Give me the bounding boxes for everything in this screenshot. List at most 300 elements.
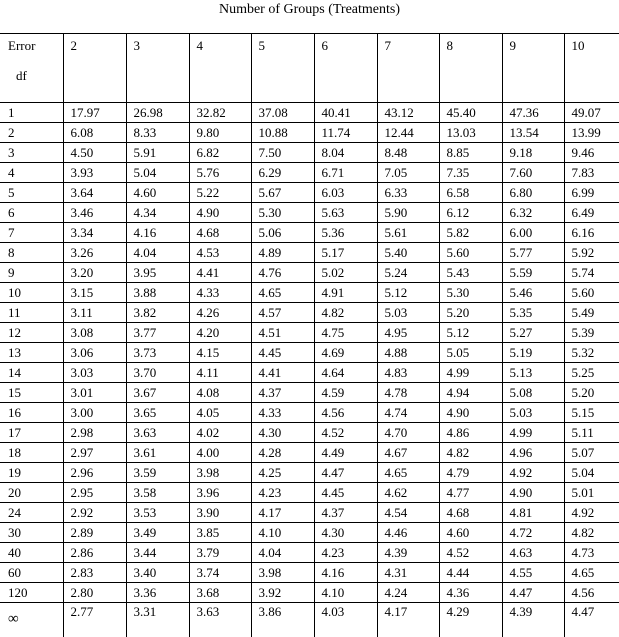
value-cell: 4.53	[189, 243, 251, 263]
value-cell: 4.31	[377, 563, 439, 583]
value-cell: 6.80	[502, 183, 564, 203]
value-cell: 5.60	[439, 243, 502, 263]
value-cell: 4.24	[377, 583, 439, 603]
df-cell	[0, 123, 63, 143]
value-cell: 4.39	[502, 603, 564, 637]
value-cell: 6.32	[502, 203, 564, 223]
value-cell: 6.12	[439, 203, 502, 223]
df-cell	[0, 323, 63, 343]
value-cell: 5.92	[564, 243, 619, 263]
value-cell: 4.36	[439, 583, 502, 603]
value-cell: 5.76	[189, 163, 251, 183]
value-cell: 8.04	[314, 143, 377, 163]
value-cell: 5.60	[564, 283, 619, 303]
df-value: 5	[8, 185, 15, 200]
df-value: 6	[8, 205, 15, 220]
value-cell: 4.25	[251, 463, 314, 483]
value-cell: 3.34	[63, 223, 126, 243]
value-cell: 4.45	[251, 343, 314, 363]
value-cell: 8.48	[377, 143, 439, 163]
value-cell: 4.05	[189, 403, 251, 423]
value-cell: 5.46	[502, 283, 564, 303]
df-cell	[0, 163, 63, 183]
value-cell: 13.03	[439, 123, 502, 143]
value-cell: 4.56	[564, 583, 619, 603]
table-row	[0, 363, 619, 383]
table-row	[0, 123, 619, 143]
df-cell	[0, 283, 63, 303]
value-cell: 4.68	[189, 223, 251, 243]
value-cell: 49.07	[564, 103, 619, 123]
df-value: ∞	[8, 611, 63, 628]
value-cell: 3.26	[63, 243, 126, 263]
df-value: 11	[8, 305, 21, 320]
df-value: 12	[8, 325, 21, 340]
value-cell: 5.90	[377, 203, 439, 223]
value-cell: 4.47	[502, 583, 564, 603]
value-cell: 4.34	[126, 203, 189, 223]
value-cell: 3.73	[126, 343, 189, 363]
value-cell: 4.28	[251, 443, 314, 463]
value-cell: 6.08	[63, 123, 126, 143]
value-cell: 2.97	[63, 443, 126, 463]
value-cell: 4.11	[189, 363, 251, 383]
value-cell: 3.11	[63, 303, 126, 323]
value-cell: 3.93	[63, 163, 126, 183]
df-cell	[0, 383, 63, 403]
value-cell: 3.77	[126, 323, 189, 343]
value-cell: 4.83	[377, 363, 439, 383]
value-cell: 4.04	[251, 543, 314, 563]
value-cell: 4.76	[251, 263, 314, 283]
value-cell: 3.58	[126, 483, 189, 503]
table-row	[0, 223, 619, 243]
value-cell: 10.88	[251, 123, 314, 143]
df-value: 8	[8, 245, 15, 260]
table-row	[0, 523, 619, 543]
column-header: 6	[314, 34, 377, 103]
value-cell: 5.30	[251, 203, 314, 223]
df-cell	[0, 503, 63, 523]
df-cell	[0, 443, 63, 463]
value-cell: 4.54	[377, 503, 439, 523]
value-cell: 3.15	[63, 283, 126, 303]
df-value: 19	[8, 465, 21, 480]
value-cell: 4.26	[189, 303, 251, 323]
df-value: 3	[8, 145, 15, 160]
value-cell: 7.83	[564, 163, 619, 183]
value-cell: 3.61	[126, 443, 189, 463]
df-cell	[0, 463, 63, 483]
value-cell: 3.96	[189, 483, 251, 503]
df-cell	[0, 303, 63, 323]
value-cell: 5.15	[564, 403, 619, 423]
df-cell	[0, 423, 63, 443]
value-cell: 4.49	[314, 443, 377, 463]
value-cell: 3.92	[251, 583, 314, 603]
value-cell: 2.92	[63, 503, 126, 523]
value-cell: 5.04	[126, 163, 189, 183]
df-cell	[0, 583, 63, 603]
df-value: 1	[8, 105, 15, 120]
value-cell: 3.65	[126, 403, 189, 423]
value-cell: 4.37	[314, 503, 377, 523]
table-row	[0, 503, 619, 523]
value-cell: 2.77	[63, 603, 126, 637]
value-cell: 4.91	[314, 283, 377, 303]
df-cell	[0, 143, 63, 163]
value-cell: 4.65	[564, 563, 619, 583]
column-header: 10	[564, 34, 619, 103]
value-cell: 5.43	[439, 263, 502, 283]
value-cell: 5.30	[439, 283, 502, 303]
value-cell: 3.79	[189, 543, 251, 563]
df-cell	[0, 243, 63, 263]
df-value: 40	[8, 545, 21, 560]
value-cell: 4.47	[564, 603, 619, 637]
value-cell: 2.89	[63, 523, 126, 543]
value-cell: 4.69	[314, 343, 377, 363]
df-cell	[0, 263, 63, 283]
value-cell: 5.03	[377, 303, 439, 323]
value-cell: 5.06	[251, 223, 314, 243]
value-cell: 3.70	[126, 363, 189, 383]
df-value: 14	[8, 365, 21, 380]
value-cell: 4.65	[251, 283, 314, 303]
value-cell: 3.98	[251, 563, 314, 583]
value-cell: 6.03	[314, 183, 377, 203]
table-row	[0, 143, 619, 163]
value-cell: 6.16	[564, 223, 619, 243]
value-cell: 37.08	[251, 103, 314, 123]
value-cell: 4.63	[502, 543, 564, 563]
value-cell: 8.33	[126, 123, 189, 143]
value-cell: 2.96	[63, 463, 126, 483]
value-cell: 4.64	[314, 363, 377, 383]
value-cell: 3.49	[126, 523, 189, 543]
value-cell: 4.56	[314, 403, 377, 423]
value-cell: 9.46	[564, 143, 619, 163]
value-cell: 7.05	[377, 163, 439, 183]
table-row	[0, 603, 619, 637]
value-cell: 3.03	[63, 363, 126, 383]
value-cell: 5.03	[502, 403, 564, 423]
value-cell: 5.19	[502, 343, 564, 363]
value-cell: 5.12	[377, 283, 439, 303]
value-cell: 4.77	[439, 483, 502, 503]
value-cell: 4.23	[314, 543, 377, 563]
value-cell: 4.03	[314, 603, 377, 637]
df-value: 120	[8, 585, 28, 600]
value-cell: 4.82	[564, 523, 619, 543]
value-cell: 4.89	[251, 243, 314, 263]
value-cell: 4.55	[502, 563, 564, 583]
value-cell: 4.08	[189, 383, 251, 403]
value-cell: 3.36	[126, 583, 189, 603]
value-cell: 4.65	[377, 463, 439, 483]
value-cell: 5.32	[564, 343, 619, 363]
value-cell: 2.80	[63, 583, 126, 603]
value-cell: 4.72	[502, 523, 564, 543]
table-row	[0, 383, 619, 403]
value-cell: 3.53	[126, 503, 189, 523]
value-cell: 5.05	[439, 343, 502, 363]
value-cell: 12.44	[377, 123, 439, 143]
table-row	[0, 323, 619, 343]
value-cell: 4.90	[439, 403, 502, 423]
value-cell: 3.67	[126, 383, 189, 403]
value-cell: 5.20	[439, 303, 502, 323]
table-row	[0, 303, 619, 323]
value-cell: 3.01	[63, 383, 126, 403]
value-cell: 3.00	[63, 403, 126, 423]
value-cell: 4.59	[314, 383, 377, 403]
value-cell: 7.60	[502, 163, 564, 183]
value-cell: 2.95	[63, 483, 126, 503]
value-cell: 4.68	[439, 503, 502, 523]
value-cell: 26.98	[126, 103, 189, 123]
value-cell: 4.46	[377, 523, 439, 543]
value-cell: 3.63	[189, 603, 251, 637]
value-cell: 5.82	[439, 223, 502, 243]
df-value: 24	[8, 505, 21, 520]
value-cell: 4.33	[251, 403, 314, 423]
value-cell: 3.82	[126, 303, 189, 323]
value-cell: 5.24	[377, 263, 439, 283]
value-cell: 5.02	[314, 263, 377, 283]
value-cell: 13.54	[502, 123, 564, 143]
column-header: 3	[126, 34, 189, 103]
table-row	[0, 423, 619, 443]
value-cell: 3.68	[189, 583, 251, 603]
value-cell: 3.98	[189, 463, 251, 483]
value-cell: 3.59	[126, 463, 189, 483]
value-cell: 43.12	[377, 103, 439, 123]
value-cell: 4.00	[189, 443, 251, 463]
value-cell: 5.22	[189, 183, 251, 203]
value-cell: 5.74	[564, 263, 619, 283]
value-cell: 4.41	[251, 363, 314, 383]
value-cell: 4.41	[189, 263, 251, 283]
value-cell: 5.27	[502, 323, 564, 343]
df-cell	[0, 483, 63, 503]
value-cell: 3.95	[126, 263, 189, 283]
value-cell: 5.07	[564, 443, 619, 463]
value-cell: 4.60	[439, 523, 502, 543]
value-cell: 4.82	[439, 443, 502, 463]
value-cell: 2.86	[63, 543, 126, 563]
value-cell: 4.33	[189, 283, 251, 303]
df-cell	[0, 523, 63, 543]
df-value: 16	[8, 405, 21, 420]
value-cell: 3.85	[189, 523, 251, 543]
value-cell: 4.16	[126, 223, 189, 243]
df-cell	[0, 363, 63, 383]
value-cell: 4.81	[502, 503, 564, 523]
df-value: 10	[8, 285, 21, 300]
row-label-header	[0, 34, 63, 103]
value-cell: 3.44	[126, 543, 189, 563]
value-cell: 4.82	[314, 303, 377, 323]
table-row	[0, 403, 619, 423]
value-cell: 4.04	[126, 243, 189, 263]
value-cell: 4.37	[251, 383, 314, 403]
value-cell: 4.60	[126, 183, 189, 203]
df-value: 15	[8, 385, 21, 400]
df-value: 9	[8, 265, 15, 280]
column-header: 5	[251, 34, 314, 103]
value-cell: 5.20	[564, 383, 619, 403]
value-cell: 3.74	[189, 563, 251, 583]
value-cell: 4.88	[377, 343, 439, 363]
value-cell: 5.01	[564, 483, 619, 503]
df-value: 18	[8, 445, 21, 460]
df-cell	[0, 223, 63, 243]
value-cell: 4.10	[251, 523, 314, 543]
value-cell: 5.77	[502, 243, 564, 263]
value-cell: 4.90	[189, 203, 251, 223]
table-row	[0, 543, 619, 563]
value-cell: 4.73	[564, 543, 619, 563]
value-cell: 4.74	[377, 403, 439, 423]
value-cell: 2.83	[63, 563, 126, 583]
value-cell: 4.94	[439, 383, 502, 403]
value-cell: 4.23	[251, 483, 314, 503]
value-cell: 5.59	[502, 263, 564, 283]
df-cell	[0, 203, 63, 223]
value-cell: 5.49	[564, 303, 619, 323]
df-cell	[0, 403, 63, 423]
value-cell: 4.75	[314, 323, 377, 343]
df-value: 2	[8, 125, 15, 140]
value-cell: 4.39	[377, 543, 439, 563]
table-row	[0, 283, 619, 303]
value-cell: 3.06	[63, 343, 126, 363]
value-cell: 4.70	[377, 423, 439, 443]
value-cell: 7.35	[439, 163, 502, 183]
error-label: Error	[8, 38, 35, 53]
value-cell: 5.39	[564, 323, 619, 343]
value-cell: 4.50	[63, 143, 126, 163]
table-title: Number of Groups (Treatments)	[0, 2, 619, 18]
value-cell: 6.82	[189, 143, 251, 163]
value-cell: 4.67	[377, 443, 439, 463]
value-cell: 4.44	[439, 563, 502, 583]
value-cell: 9.18	[502, 143, 564, 163]
value-cell: 5.63	[314, 203, 377, 223]
value-cell: 5.40	[377, 243, 439, 263]
value-cell: 4.17	[377, 603, 439, 637]
df-label: df	[8, 66, 63, 86]
value-cell: 4.17	[251, 503, 314, 523]
value-cell: 4.99	[439, 363, 502, 383]
df-cell	[0, 343, 63, 363]
value-cell: 4.57	[251, 303, 314, 323]
value-cell: 7.50	[251, 143, 314, 163]
column-header: 2	[63, 34, 126, 103]
table-row	[0, 563, 619, 583]
value-cell: 4.86	[439, 423, 502, 443]
column-header: 7	[377, 34, 439, 103]
value-cell: 3.88	[126, 283, 189, 303]
value-cell: 3.46	[63, 203, 126, 223]
df-cell	[0, 543, 63, 563]
value-cell: 4.52	[439, 543, 502, 563]
df-value: 17	[8, 425, 21, 440]
value-cell: 5.91	[126, 143, 189, 163]
value-cell: 11.74	[314, 123, 377, 143]
value-cell: 3.08	[63, 323, 126, 343]
value-cell: 5.08	[502, 383, 564, 403]
value-cell: 6.33	[377, 183, 439, 203]
value-cell: 4.92	[564, 503, 619, 523]
value-cell: 5.13	[502, 363, 564, 383]
value-cell: 4.99	[502, 423, 564, 443]
value-cell: 4.47	[314, 463, 377, 483]
value-cell: 6.58	[439, 183, 502, 203]
value-cell: 32.82	[189, 103, 251, 123]
value-cell: 2.98	[63, 423, 126, 443]
value-cell: 5.11	[564, 423, 619, 443]
value-cell: 3.64	[63, 183, 126, 203]
value-cell: 3.86	[251, 603, 314, 637]
value-cell: 5.35	[502, 303, 564, 323]
value-cell: 5.25	[564, 363, 619, 383]
value-cell: 4.90	[502, 483, 564, 503]
value-cell: 3.90	[189, 503, 251, 523]
value-cell: 6.49	[564, 203, 619, 223]
column-header: 4	[189, 34, 251, 103]
table-row	[0, 343, 619, 363]
df-value: 30	[8, 525, 21, 540]
table-row	[0, 203, 619, 223]
value-cell: 8.85	[439, 143, 502, 163]
value-cell: 9.80	[189, 123, 251, 143]
value-cell: 5.67	[251, 183, 314, 203]
df-cell	[0, 563, 63, 583]
df-value: 13	[8, 345, 21, 360]
value-cell: 6.00	[502, 223, 564, 243]
df-value: 20	[8, 485, 21, 500]
value-cell: 4.52	[314, 423, 377, 443]
df-cell	[0, 603, 63, 637]
value-cell: 5.17	[314, 243, 377, 263]
value-cell: 13.99	[564, 123, 619, 143]
value-cell: 4.78	[377, 383, 439, 403]
value-cell: 5.04	[564, 463, 619, 483]
table-row	[0, 163, 619, 183]
table-row	[0, 183, 619, 203]
value-cell: 5.36	[314, 223, 377, 243]
table-row	[0, 483, 619, 503]
value-cell: 3.63	[126, 423, 189, 443]
value-cell: 47.36	[502, 103, 564, 123]
value-cell: 45.40	[439, 103, 502, 123]
value-cell: 17.97	[63, 103, 126, 123]
value-cell: 4.30	[251, 423, 314, 443]
value-cell: 5.12	[439, 323, 502, 343]
table-row	[0, 583, 619, 603]
value-cell: 3.20	[63, 263, 126, 283]
value-cell: 4.15	[189, 343, 251, 363]
df-value: 60	[8, 565, 21, 580]
value-cell: 6.99	[564, 183, 619, 203]
value-cell: 4.02	[189, 423, 251, 443]
value-cell: 4.62	[377, 483, 439, 503]
value-cell: 6.71	[314, 163, 377, 183]
value-cell: 3.31	[126, 603, 189, 637]
value-cell: 5.61	[377, 223, 439, 243]
